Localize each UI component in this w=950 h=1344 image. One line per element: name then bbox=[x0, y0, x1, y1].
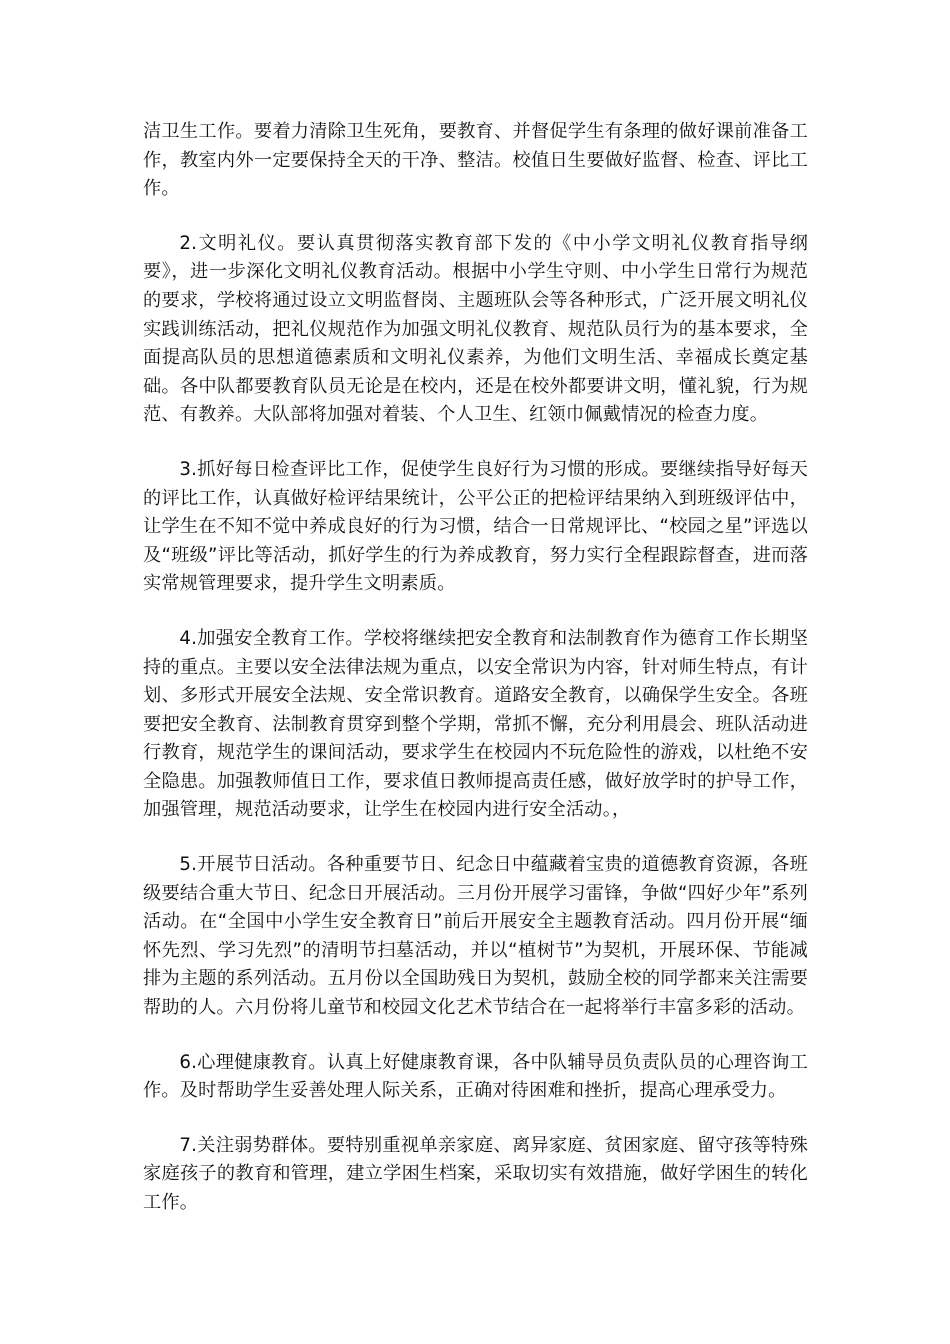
document-body bbox=[143, 118, 808, 1244]
paragraph-mental-health: 6.心理健康教育。认真上好健康教育课，各中队辅导员负责队员的心理咨询工作。及时帮助学生妥善处理人际关系，正确对待困难和挫折，提高心理承受力。 bbox=[143, 1051, 808, 1102]
paragraph-safety-education: 4.加强安全教育工作。学校将继续把安全教育和法制教育作为德育工作长期坚持的重点。主要以安全法律法规为重点，以安全常识为内容，针对师生特点，有计划、多形式开展安全法规、安全常识教育。道路安全教育，以确保学生安全。各班要把安全教育、法制教育贯穿到整个学期，常抓不懈，充分利用晨会、班队活动进行教育，规范学生的课间活动，要求学生在校园内不玩危险性的游戏，以杜绝不安全隐患。加强教师值日工作，要求值日教师提高责任感，做好放学时的护导工作，加强管理，规范活动要求，让学生在校园内进行安全活动。， bbox=[143, 627, 808, 821]
paragraph-continuation: 洁卫生工作。要着力清除卫生死角，要教育、并督促学生有条理的做好课前准备工作，教室内外一定要保持全天的干净、整洁。校值日生要做好监督、检查、评比工作。 bbox=[143, 121, 808, 200]
paragraph-civility-etiquette: 2.文明礼仪。要认真贯彻落实教育部下发的《中小学文明礼仪教育指导纲要》，进一步深化文明礼仪教育活动。根据中小学生守则、中小学生日常行为规范的要求，学校将通过设立文明监督岗、主题班队会等各种形式，广泛开展文明礼仪实践训练活动，把礼仪规范作为加强文明礼仪教育、规范队员行为的基本要求，全面提高队员的思想道德素质和文明礼仪素养，为他们文明生活、幸福成长奠定基础。各中队都要教育队员无论是在校内，还是在校外都要讲文明，懂礼貌，行为规范、有教养。大队部将加强对着装、个人卫生、红领巾佩戴情况的检查力度。 bbox=[143, 232, 808, 426]
paragraph-holiday-activities: 5.开展节日活动。各种重要节日、纪念日中蕴藏着宝贵的道德教育资源，各班级要结合重大节日、纪念日开展活动。三月份开展学习雷锋，争做“四好少年”系列活动。在“全国中小学生安全教育日”前后开展安全主题教育活动。四月份开展“缅怀先烈、学习先烈”的清明节扫墓活动，并以“植树节”为契机，开展环保、节能减排为主题的系列活动。五月份以全国助残日为契机，鼓励全校的同学都来关注需要帮助的人。六月份将儿童节和校园文化艺术节结合在一起将举行丰富多彩的活动。 bbox=[143, 854, 808, 1019]
paragraph-daily-inspection: 3.抓好每日检查评比工作，促使学生良好行为习惯的形成。要继续指导好每天的评比工作，认真做好检评结果统计，公平公正的把检评结果纳入到班级评估中，让学生在不知不觉中养成良好的行为习惯，结合一日常规评比、“校园之星”评选以及“班级”评比等活动，抓好学生的行为养成教育，努力实行全程跟踪督查，进而落实常规管理要求，提升学生文明素质。 bbox=[143, 458, 808, 595]
paragraph-vulnerable-groups: 7.关注弱势群体。要特别重视单亲家庭、离异家庭、贫困家庭、留守孩等特殊家庭孩子的教育和管理，建立学困生档案，采取切实有效措施，做好学困生的转化工作。 bbox=[143, 1134, 808, 1213]
